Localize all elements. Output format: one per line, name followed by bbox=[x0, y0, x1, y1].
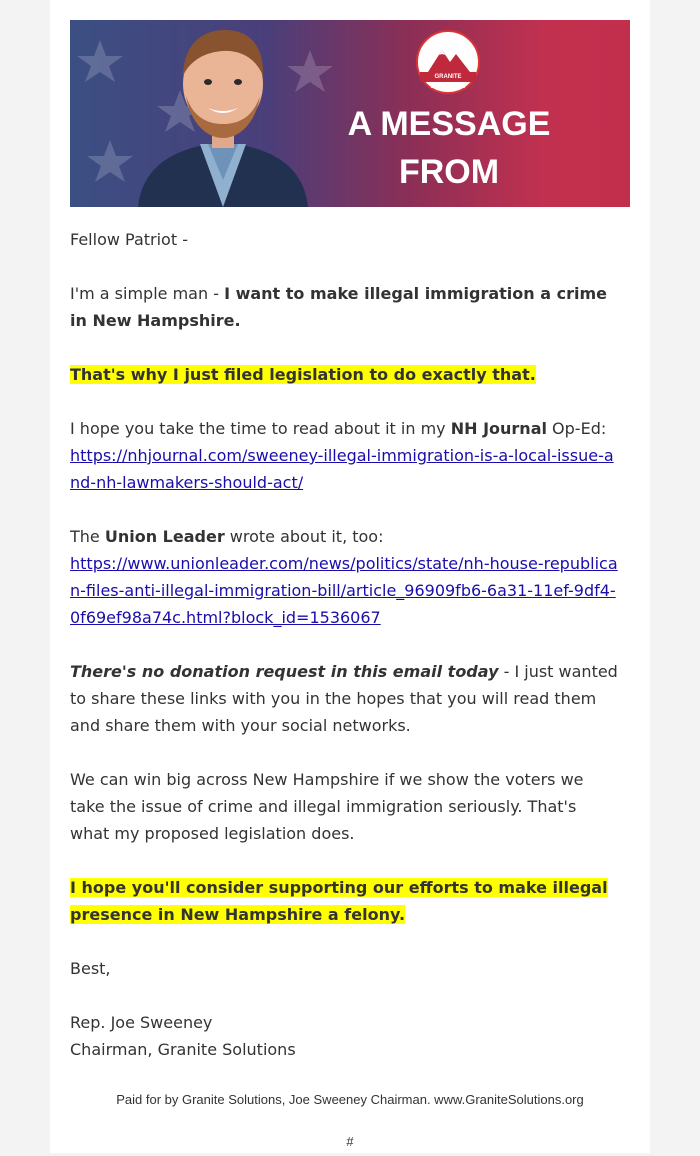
paid-for-disclaimer: Paid for by Granite Solutions, Joe Sweeney Chairman. www.GraniteSolutions.org bbox=[116, 1092, 584, 1107]
support-highlight-text: I hope you'll consider supporting our efforts to make illegal presence in New Hampshire a felony. bbox=[70, 878, 608, 924]
unionleader-pre-text: The bbox=[70, 527, 105, 546]
paragraph-unionleader bbox=[70, 523, 618, 631]
greeting: Fellow Patriot - bbox=[70, 230, 188, 249]
granite-solutions-seal-icon bbox=[416, 30, 480, 94]
nhjournal-post-text: Op-Ed: bbox=[546, 419, 607, 438]
unionleader-bold-text: Union Leader bbox=[104, 527, 225, 546]
headline-line-1: A MESSAGE FROM bbox=[347, 105, 551, 191]
paragraph-nhjournal bbox=[70, 415, 618, 496]
intro-bold-text: I want to make illegal immigration a crime in New Hampshire. bbox=[70, 284, 607, 330]
intro-text: I'm a simple man - bbox=[70, 284, 225, 303]
seal-label: GRANITE SOLUTIONS bbox=[420, 72, 476, 82]
signature-name: Rep. Joe Sweeney bbox=[70, 1013, 213, 1032]
headline-line-2: JOE SWEENEY bbox=[325, 201, 573, 239]
paragraph-filed bbox=[70, 361, 618, 388]
header-banner bbox=[70, 20, 630, 239]
paragraph-win-big: We can win big across New Hampshire if we show the voters we take the issue of crime and illegal immigration seriously. That's what my proposed legislation does. bbox=[70, 770, 584, 843]
filed-highlight-text: That's why I just filed legislation to do exactly that. bbox=[70, 365, 536, 384]
email-body bbox=[70, 226, 618, 1063]
closing: Best, bbox=[70, 959, 111, 978]
email-card bbox=[50, 0, 650, 1153]
nhjournal-pre-text: I hope you take the time to read about it in my bbox=[70, 419, 451, 438]
paragraph-no-donation bbox=[70, 658, 618, 739]
signature bbox=[70, 1009, 618, 1063]
joe-sweeney-photo bbox=[128, 20, 318, 207]
nhjournal-link[interactable]: https://nhjournal.com/sweeney-illegal-immigration-is-a-local-issue-and-nh-lawmakers-should-act/ bbox=[70, 446, 614, 492]
no-donation-bold-text: There's no donation request in this email today bbox=[70, 662, 499, 681]
banner-headline bbox=[308, 100, 590, 244]
nhjournal-bold-text: NH Journal bbox=[450, 419, 547, 438]
unionleader-post-text: wrote about it, too: bbox=[224, 527, 384, 546]
unionleader-link[interactable]: https://www.unionleader.com/news/politics/state/nh-house-republican-files-anti-illegal-immigration-bill/article_96909fb6-6a31-11ef-9df4-0f69ef98a74c.html?block_id=1536067 bbox=[70, 554, 618, 627]
footer-hash: # bbox=[346, 1134, 354, 1149]
paragraph-support bbox=[70, 874, 618, 928]
paragraph-intro bbox=[70, 280, 618, 334]
signature-title: Chairman, Granite Solutions bbox=[70, 1040, 296, 1059]
no-donation-rest-text: - I just wanted to share these links with you in the hopes that you will read them and share them with your social networks. bbox=[70, 662, 618, 735]
mountain-icon bbox=[428, 46, 470, 72]
